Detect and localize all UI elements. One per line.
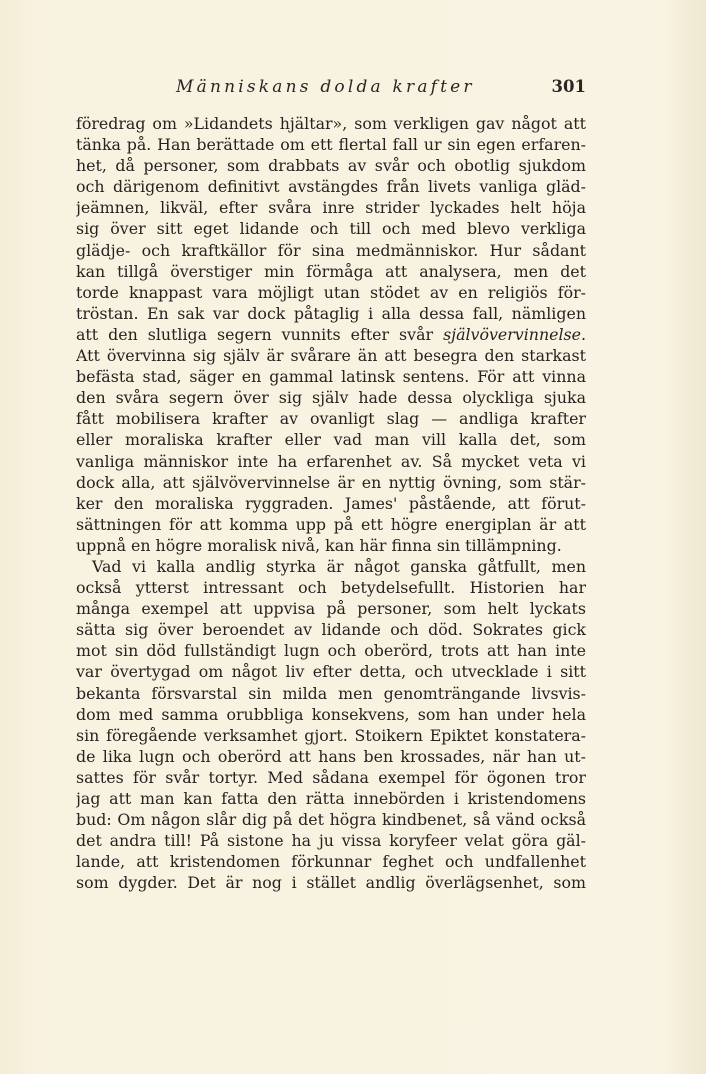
text-line: lande, att kristendomen förkunnar feghet och undfallenhet: [76, 852, 586, 872]
page-header: [76, 77, 586, 101]
emphasized-word: självövervinnelse.: [443, 324, 586, 344]
text-line: tänka på. Han berättade om ett flertal fall ur sin egen erfaren-: [76, 135, 586, 155]
text-line: Att övervinna sig själv är svårare än att besegra den starkast: [76, 346, 586, 366]
text-line: som dygder. Det är nog i stället andlig överlägsenhet, som: [76, 873, 586, 893]
text-line: tröstan. En sak var dock påtaglig i alla dessa fall, nämligen: [76, 303, 586, 323]
text-line: många exempel att uppvisa på personer, som helt lyckats: [76, 599, 586, 619]
text-line: var övertygad om något liv efter detta, och utvecklade i sitt: [76, 662, 586, 682]
text-line: också ytterst intressant och betydelsefullt. Historien har: [76, 578, 586, 598]
text-line-start: att den slutliga segern vunnits efter svår: [76, 324, 434, 344]
text-line: sättningen för att komma upp på ett högre energiplan är att: [76, 514, 586, 534]
text-line: det andra till! På sistone ha ju vissa koryfeer velat göra gäl-: [76, 831, 586, 851]
text-line: bud: Om någon slår dig på det högra kindbenet, så vänd också: [76, 810, 586, 830]
body-text: [76, 113, 586, 893]
text-line: sätta sig över beroendet av lidande och död. Sokrates gick: [76, 620, 586, 640]
text-line: bekanta försvarstal sin milda men genomträngande livsvis-: [76, 683, 586, 703]
text-line: jag att man kan fatta den rätta innebörden i kristendomens: [76, 789, 586, 808]
text-line: uppnå en högre moralisk nivå, kan här finna sin tillämpning.: [76, 535, 562, 555]
text-line: befästa stad, säger en gammal latinsk sentens. För att vinna: [76, 367, 586, 387]
paragraph-start-line: Vad vi kalla andlig styrka är något ganska gåtfullt, men: [92, 556, 586, 576]
text-line: glädje- och kraftkällor för sina medmänniskor. Hur sådant: [76, 240, 586, 260]
text-line: och därigenom definitivt avstängdes från livets vanliga gläd-: [76, 177, 586, 197]
text-line: den svåra segern över sig själv hade dessa olyckliga sjuka: [76, 388, 586, 408]
text-line: torde knappast vara möjligt utan stödet av en religiös för-: [76, 282, 586, 302]
text-line: mot sin död fullständigt lugn och oberörd, trots att han inte: [76, 641, 586, 661]
text-line: ker den moraliska ryggraden. James' påstående, att förut-: [76, 493, 586, 513]
text-line: fått mobilisera krafter av ovanligt slag — andliga krafter: [76, 409, 586, 429]
text-line: sattes för svår tortyr. Med sådana exempel för ögonen tror: [76, 767, 586, 787]
text-line: het, då personer, som drabbats av svår och obotlig sjukdom: [76, 156, 586, 176]
text-line: sin föregående verksamhet gjort. Stoikern Epiktet konstatera-: [76, 725, 586, 745]
text-line: sig över sitt eget lidande och till och med blevo verkliga: [76, 219, 586, 239]
text-line: de lika lugn och oberörd att hans ben krossades, när han ut-: [76, 746, 586, 766]
text-line: jeämnen, likväl, efter svåra inre strider lyckades helt höja: [76, 198, 586, 218]
text-line-with-emphasis: [76, 324, 586, 345]
text-line: föredrag om »Lidandets hjältar», som verkligen gav något att: [76, 114, 586, 133]
text-line: eller moraliska krafter eller vad man vill kalla det, som: [76, 430, 586, 450]
page-number: 301: [551, 77, 586, 96]
text-line: dock alla, att självövervinnelse är en nyttig övning, som stär-: [76, 472, 586, 492]
text-line: vanliga människor inte ha erfarenhet av. Så mycket veta vi: [76, 451, 586, 471]
text-line: dom med samma orubbliga konsekvens, som han under hela: [76, 704, 586, 724]
running-title: Människans dolda krafter: [176, 77, 475, 97]
text-line: kan tillgå överstiger min förmåga att analysera, men det: [76, 261, 586, 281]
